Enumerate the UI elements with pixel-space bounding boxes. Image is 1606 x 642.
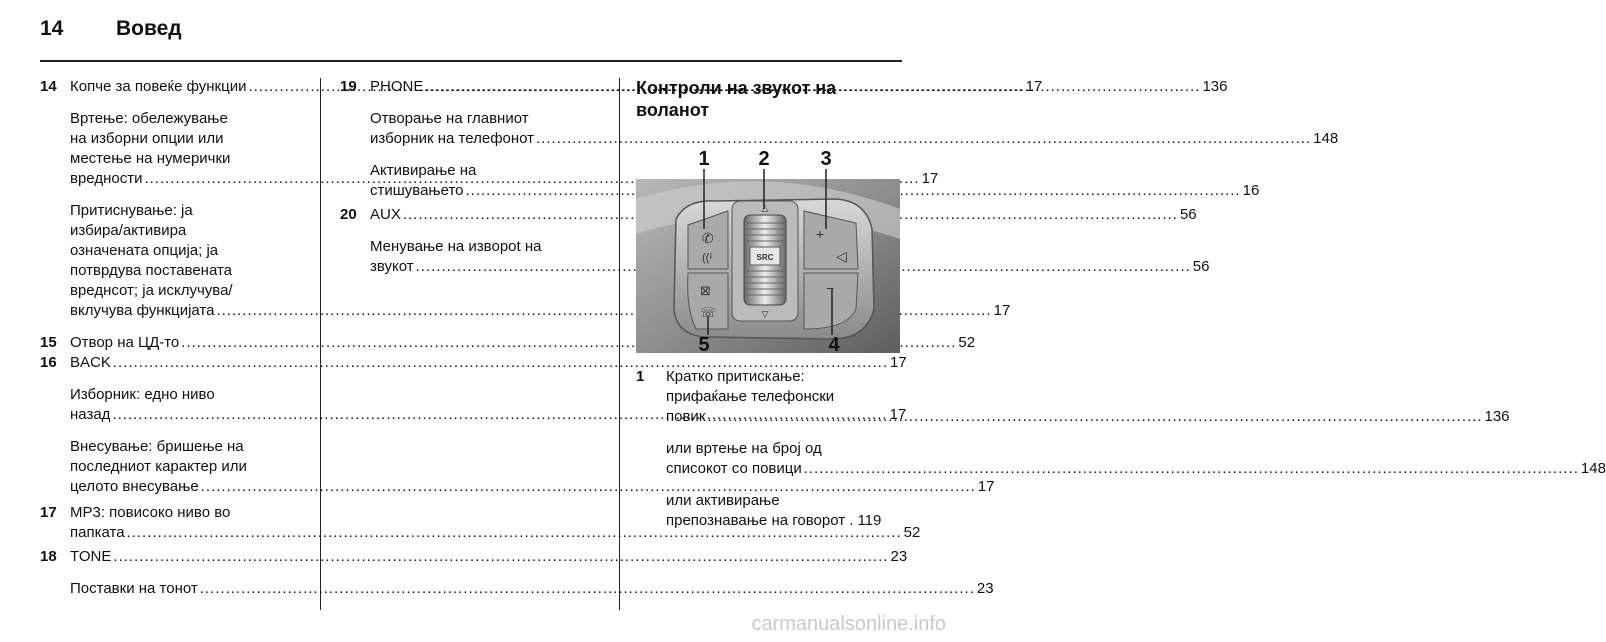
text-line: изборник на телефонот [370, 130, 535, 147]
list-item [636, 367, 1510, 427]
page-ref: 16 [1242, 182, 1260, 199]
sub-item [666, 491, 902, 531]
page-ref: 17 [977, 478, 995, 495]
text-line: вреднсот; ја исклучува/ [70, 282, 233, 299]
header-rule [40, 60, 902, 62]
sub-item [666, 439, 1606, 479]
page-ref: 56 [1192, 258, 1210, 275]
list-item [40, 353, 907, 373]
text-line: или вртење на број од [666, 440, 822, 457]
text-line: вредности [70, 170, 143, 187]
text-line: Кратко притискање: [666, 368, 805, 385]
text-line: последниот карактер или [70, 458, 247, 475]
page-ref: 52 [958, 334, 976, 351]
item-label: PHONE [370, 78, 424, 95]
callout-number-2: 2 [758, 148, 770, 170]
item-label: TONE [70, 548, 112, 565]
text-line: вклучува функцијата [70, 302, 215, 319]
mute-icon: ⊠ [700, 283, 711, 298]
plus-icon: + [816, 226, 825, 242]
text-line: повик [666, 408, 706, 425]
callout-number-3: 3 [820, 148, 832, 170]
page-ref: 17 [889, 354, 907, 371]
page-ref: 17 [993, 302, 1011, 319]
steering-wheel-controls-photo [636, 139, 900, 356]
item-label: BACK [70, 354, 111, 371]
text-line: препознавање на говорот . [666, 512, 854, 529]
item-label: AUX [370, 206, 401, 223]
text-line: Отворање на главниот [370, 110, 529, 127]
page-ref: 119 [857, 512, 882, 529]
text-line: MP3: повисоко ниво во [70, 504, 231, 521]
text-line: Внесување: бришење на [70, 438, 244, 455]
text-line: целото внесување [70, 478, 199, 495]
text-line: означената опција; ја [70, 242, 219, 259]
steering-wheel-controls-illustration [636, 139, 900, 356]
page-ref: 56 [1179, 206, 1197, 223]
text-line: или активирање [666, 492, 780, 509]
page-ref: 17 [921, 170, 939, 187]
text-line: на изборни опции или [70, 130, 224, 147]
page-ref: 23 [890, 548, 908, 565]
page-ref: 136 [1484, 408, 1510, 425]
text-line: Поставки на тонот [70, 580, 198, 597]
text-line: потврдува поставената [70, 262, 233, 279]
item-number: 14 [40, 78, 57, 95]
page-ref: 148 [1313, 130, 1339, 147]
list-item [340, 205, 1197, 225]
text-line: избира/активира [70, 222, 187, 239]
text-line: Активирање на [370, 162, 477, 179]
item-number: 1 [636, 368, 645, 385]
text-line: Вртење: обележување [70, 110, 228, 127]
item-number: 20 [340, 206, 357, 223]
page-number: 14 [40, 17, 64, 40]
section-title [636, 77, 902, 121]
page-ref: 23 [976, 580, 994, 597]
text-line: назад [70, 406, 111, 423]
speaker-icon: ◁ [836, 248, 847, 264]
text-line: Притиснување: ја [70, 202, 193, 219]
text-line: местење на нумерички [70, 150, 231, 167]
sub-item [70, 579, 994, 599]
item-number: 16 [40, 354, 57, 371]
item-number: 18 [40, 548, 57, 565]
phone-icon: ✆ [702, 230, 714, 246]
callout-number-4: 4 [828, 334, 840, 356]
text-line: списокот со повици [666, 460, 802, 477]
item-label: Копче за повеќе функции [70, 78, 247, 95]
page-ref: 148 [1580, 460, 1606, 477]
page-ref: 136 [1202, 78, 1228, 95]
list-item [40, 333, 976, 353]
arrow-down-icon: ▽ [761, 309, 769, 319]
text-line: прифаќање телефонски [666, 388, 835, 405]
page-ref: 52 [903, 524, 921, 541]
callout-number-5: 5 [698, 334, 710, 356]
page-ref: 17 [1025, 78, 1043, 95]
text-line: стишувањето [370, 182, 464, 199]
voice-icon: ((ꜟ [702, 252, 713, 264]
section-title-line: Контроли на звукот на [636, 78, 837, 98]
end-call-icon: ☏ [700, 305, 717, 320]
text-line: Изборник: едно ниво [70, 386, 215, 403]
text-line: Менување на извороt на [370, 238, 542, 255]
item-number: 15 [40, 334, 57, 351]
watermark: carmanualsonline.info [751, 613, 946, 635]
list-item [40, 547, 908, 567]
text-line: папката [70, 524, 125, 541]
item-number: 17 [40, 504, 57, 521]
minus-icon: − [826, 280, 835, 296]
page-ref: 17 [889, 406, 907, 423]
callout-number-1: 1 [698, 148, 710, 170]
item-number: 19 [340, 78, 357, 95]
text-line: звукот [370, 258, 414, 275]
arrow-up-icon: △ [761, 203, 769, 213]
item-label: Отвор на ЦД-то [70, 334, 180, 351]
src-label: SRC [756, 253, 774, 262]
section-title-line: воланот [636, 100, 710, 120]
page-title: Вовед [116, 17, 182, 40]
